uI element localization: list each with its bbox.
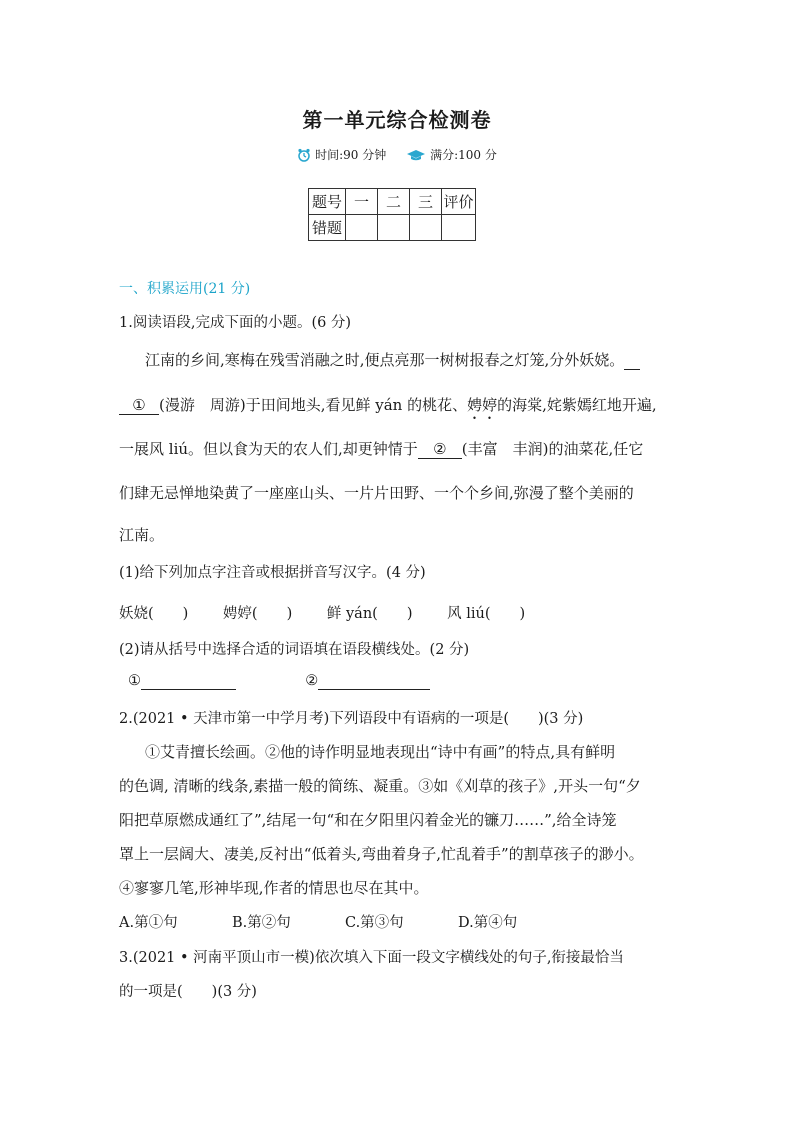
time-info bbox=[297, 146, 386, 163]
q2-options bbox=[119, 911, 571, 932]
exam-title: 第一单元综合检测卷 bbox=[302, 108, 492, 132]
q1-passage-line bbox=[119, 349, 701, 370]
q2-stem: 2.(2021 • 天津市第一中学月考)下列语段中有语病的一项是( )(3 分) bbox=[119, 711, 584, 727]
answer-line[interactable] bbox=[141, 673, 236, 690]
alarm-clock-icon bbox=[297, 148, 311, 162]
table-cell bbox=[410, 215, 442, 241]
table-cell: 三 bbox=[410, 189, 442, 215]
table-cell: 评价 bbox=[442, 189, 476, 215]
q1-sub1: (1)给下列加点字注音或根据拼音写汉字。(4 分) bbox=[119, 565, 426, 581]
table-cell: 一 bbox=[346, 189, 378, 215]
q1-passage-line bbox=[119, 438, 675, 459]
blank-2: ② bbox=[418, 440, 462, 459]
q3-stem: 3.(2021 • 河南平顶山市一模)依次填入下面一段文字横线处的句子,衔接最恰当 bbox=[119, 950, 624, 966]
word-item: 风 liú( ) bbox=[447, 606, 526, 622]
table-row bbox=[309, 189, 476, 215]
q2-passage-line: 罩上一层阔大、凄美,反衬出“低着头,弯曲着身子,忙乱着手”的割草孩子的渺小。 bbox=[119, 845, 644, 863]
score-table bbox=[308, 188, 476, 241]
option-b[interactable]: B.第②句 bbox=[232, 915, 291, 931]
passage-text: (丰富 丰润)的油菜花,任它 bbox=[461, 440, 644, 458]
option-d[interactable]: D.第④句 bbox=[458, 915, 518, 931]
table-cell: 二 bbox=[378, 189, 410, 215]
q1-passage-line: 江南。 bbox=[119, 526, 165, 544]
word-item: 妖娆( ) bbox=[119, 606, 189, 622]
passage-text: (漫游 周游)于田间地头,看见鲜 yán 的桃花、 bbox=[159, 396, 468, 414]
q1-sub2: (2)请从括号中选择合适的词语填在语段横线处。(2 分) bbox=[119, 642, 470, 658]
q1-stem: 1.阅读语段,完成下面的小题。(6 分) bbox=[119, 315, 352, 331]
q1-words bbox=[119, 602, 555, 623]
word-item: 鲜 yán( ) bbox=[326, 606, 413, 622]
table-cell bbox=[442, 215, 476, 241]
table-cell: 题号 bbox=[309, 189, 346, 215]
q1-passage-line bbox=[119, 394, 675, 423]
table-cell bbox=[346, 215, 378, 241]
option-a[interactable]: A.第①句 bbox=[119, 915, 178, 931]
q2-passage-line: ①艾青擅长绘画。②他的诗作明显地表现出“诗中有画”的特点,具有鲜明 bbox=[145, 743, 616, 761]
blank-1: ① bbox=[119, 396, 159, 415]
q2-passage-line: 阳把草原燃成通红了”,结尾一句“和在夕阳里闪着金光的镰刀……”,给全诗笼 bbox=[119, 811, 617, 829]
q3-stem-cont: 的一项是( )(3 分) bbox=[119, 984, 257, 1000]
passage-text: 一展风 liú。但以食为天的农人们,却更钟情于 bbox=[119, 440, 418, 458]
option-c[interactable]: C.第③句 bbox=[345, 915, 404, 931]
fill-label: ① bbox=[128, 673, 141, 689]
q1-fill-blanks bbox=[128, 673, 430, 690]
q2-passage-line: 的色调, 清晰的线条,素描一般的简练、凝重。③如《刈草的孩子》,开头一句“夕 bbox=[119, 777, 641, 795]
fill-label: ② bbox=[305, 673, 319, 689]
table-row bbox=[309, 215, 476, 241]
score-info bbox=[406, 146, 497, 163]
dotted-word: 娉婷 bbox=[467, 396, 498, 414]
score-text: 满分:100 分 bbox=[430, 148, 497, 162]
section-heading: 一、积累运用(21 分) bbox=[119, 281, 251, 297]
table-cell: 错题 bbox=[309, 215, 346, 241]
blank-line bbox=[624, 351, 640, 370]
graduation-cap-icon bbox=[406, 148, 426, 162]
exam-meta bbox=[0, 146, 794, 165]
time-text: 时间:90 分钟 bbox=[315, 148, 387, 162]
answer-line[interactable] bbox=[318, 673, 430, 690]
q1-passage-line: 们肆无忌惮地染黄了一座座山头、一片片田野、一个个乡间,弥漫了整个美丽的 bbox=[119, 484, 634, 502]
passage-text: 的海棠,姹紫嫣红地开遍, bbox=[497, 396, 657, 414]
word-item: 娉婷( ) bbox=[222, 606, 293, 622]
table-cell bbox=[378, 215, 410, 241]
q2-passage-line: ④寥寥几笔,形神毕现,作者的情思也尽在其中。 bbox=[119, 879, 429, 897]
passage-text: 江南的乡间,寒梅在残雪消融之时,便点亮那一树树报春之灯笼,分外妖娆。 bbox=[145, 351, 625, 369]
